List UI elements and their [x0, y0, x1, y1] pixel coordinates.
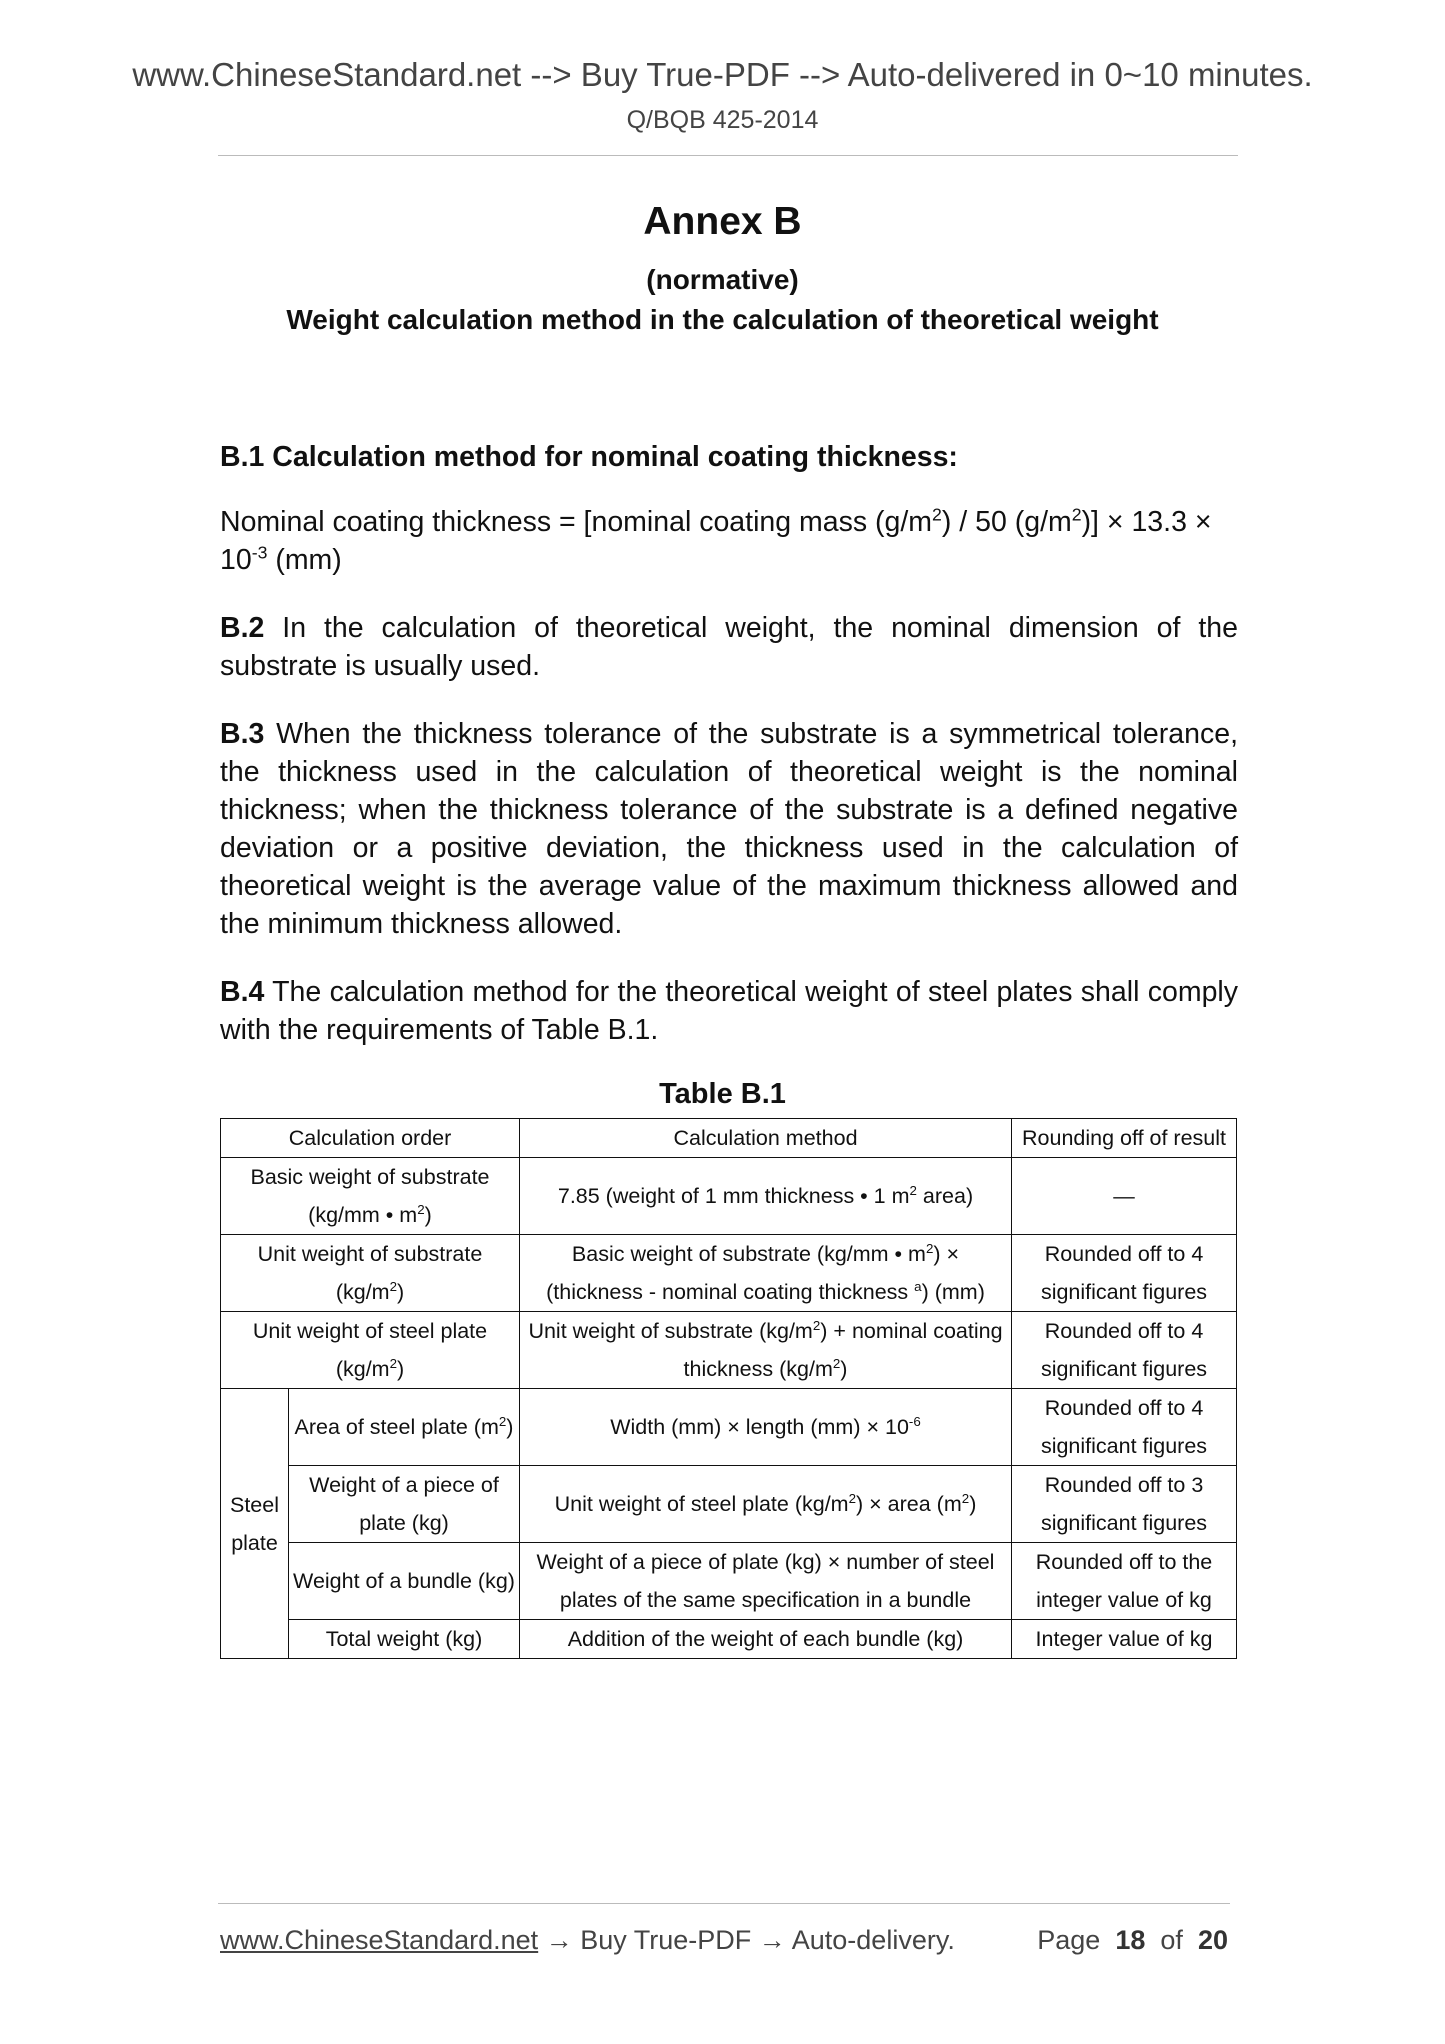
- header-rounding: Rounding off of result: [1012, 1119, 1237, 1158]
- cell-order: Basic weight of substrate (kg/mm • $m^2$): [221, 1158, 520, 1235]
- annex-type: (normative): [646, 264, 799, 295]
- cell-rounding: Rounded off to 3 significant figures: [1012, 1466, 1237, 1543]
- cell-rounding: —: [1012, 1158, 1237, 1235]
- cell-method: Basic weight of substrate (kg/mm • $m^2$) × (thickness - nominal coating thickness $^a$) (mm): [520, 1235, 1012, 1312]
- cell-rounding: Rounded off to the integer value of kg: [1012, 1543, 1237, 1620]
- table-row: [221, 1466, 1237, 1543]
- section-b1-heading: B.1 Calculation method for nominal coating thickness:: [220, 441, 958, 473]
- arrow-icon: →: [545, 1925, 573, 1955]
- table-header-row: [221, 1119, 1237, 1158]
- calculation-table: [220, 1118, 1237, 1659]
- cell-rounding: Rounded off to 4 significant figures: [1012, 1389, 1237, 1466]
- table-row: [221, 1235, 1237, 1312]
- cell-order: Unit weight of steel plate $(kg/m^2)$: [221, 1312, 520, 1389]
- cell-rounding: Rounded off to 4 significant figures: [1012, 1235, 1237, 1312]
- header-calculation-order: Calculation order: [221, 1119, 520, 1158]
- section-b4: B.4 The calculation method for the theoretical weight of steel plates shall comply with the requirements of Table B.1.: [220, 976, 1238, 1046]
- header-divider: [218, 155, 1238, 156]
- header-calculation-method: Calculation method: [520, 1119, 1012, 1158]
- section-b3: B.3 When the thickness tolerance of the substrate is a symmetrical tolerance, the thickness used in the calculation of theoretical weight is the nominal thickness; when the thickness tolerance of the substrate is a defined negative deviation or a positive deviation, the thickness used in the calculation of theoretical weight is the average value of the maximum thickness allowed and the minimum thickness allowed.: [220, 718, 1238, 940]
- table-row: [221, 1158, 1237, 1235]
- annex-title: Annex B: [643, 200, 802, 243]
- footer-divider: [218, 1903, 1230, 1904]
- footer-promo: www.ChineseStandard.net → Buy True-PDF → Auto-delivery.: [220, 1925, 955, 1955]
- table-row: [221, 1543, 1237, 1620]
- section-b2: B.2 In the calculation of theoretical weight, the nominal dimension of the substrate is usually used.: [220, 612, 1238, 682]
- cell-rounding: Rounded off to 4 significant figures: [1012, 1312, 1237, 1389]
- header-banner: www.ChineseStandard.net --> Buy True-PDF --> Auto-delivered in 0~10 minutes.: [132, 56, 1313, 93]
- cell-order: Weight of a bundle (kg): [289, 1543, 520, 1620]
- cell-order: Unit weight of substrate $(kg/m^2)$: [221, 1235, 520, 1312]
- table-row: [221, 1620, 1237, 1659]
- cell-method: Weight of a piece of plate (kg) × number of steel plates of the same specification in a bundle: [520, 1543, 1012, 1620]
- cell-method: 7.85 (weight of 1 mm thickness • 1 $m^2$ area): [520, 1158, 1012, 1235]
- page-indicator: Page 18 of 20: [1037, 1925, 1228, 1955]
- cell-method: Addition of the weight of each bundle (kg): [520, 1620, 1012, 1659]
- arrow-icon: →: [758, 1925, 786, 1955]
- cell-rounding: Integer value of kg: [1012, 1620, 1237, 1659]
- document-id: Q/BQB 425-2014: [626, 106, 819, 134]
- page-number: 18: [1115, 1925, 1146, 1955]
- table-row: [221, 1312, 1237, 1389]
- footer-site-link[interactable]: www.ChineseStandard.net: [220, 1925, 539, 1955]
- cell-order: Weight of a piece of plate (kg): [289, 1466, 520, 1543]
- cell-method: Unit weight of steel plate $(kg/m^2)$ × area $(m^2)$: [520, 1466, 1012, 1543]
- annex-description: Weight calculation method in the calculation of theoretical weight: [286, 304, 1159, 335]
- table-row: [221, 1389, 1237, 1466]
- cell-order: Total weight (kg): [289, 1620, 520, 1659]
- cell-order: Area of steel plate $(m^2)$: [289, 1389, 520, 1466]
- table-title: Table B.1: [659, 1078, 786, 1110]
- page-total: 20: [1197, 1925, 1228, 1955]
- cell-steel-plate-group: Steel plate: [221, 1389, 289, 1659]
- cell-method: Unit weight of substrate $(kg/m^2)$ + nominal coating thickness $(kg/m^2)$: [520, 1312, 1012, 1389]
- cell-method: Width (mm) × length $(mm) \times 10^{-6}$: [520, 1389, 1012, 1466]
- coating-thickness-formula: Nominal coating thickness = [nominal coating mass $(g/m^2) / 50$ $(g/m^2)] \times 13.3 \times 10^{-3}$ (mm): [220, 504, 1212, 576]
